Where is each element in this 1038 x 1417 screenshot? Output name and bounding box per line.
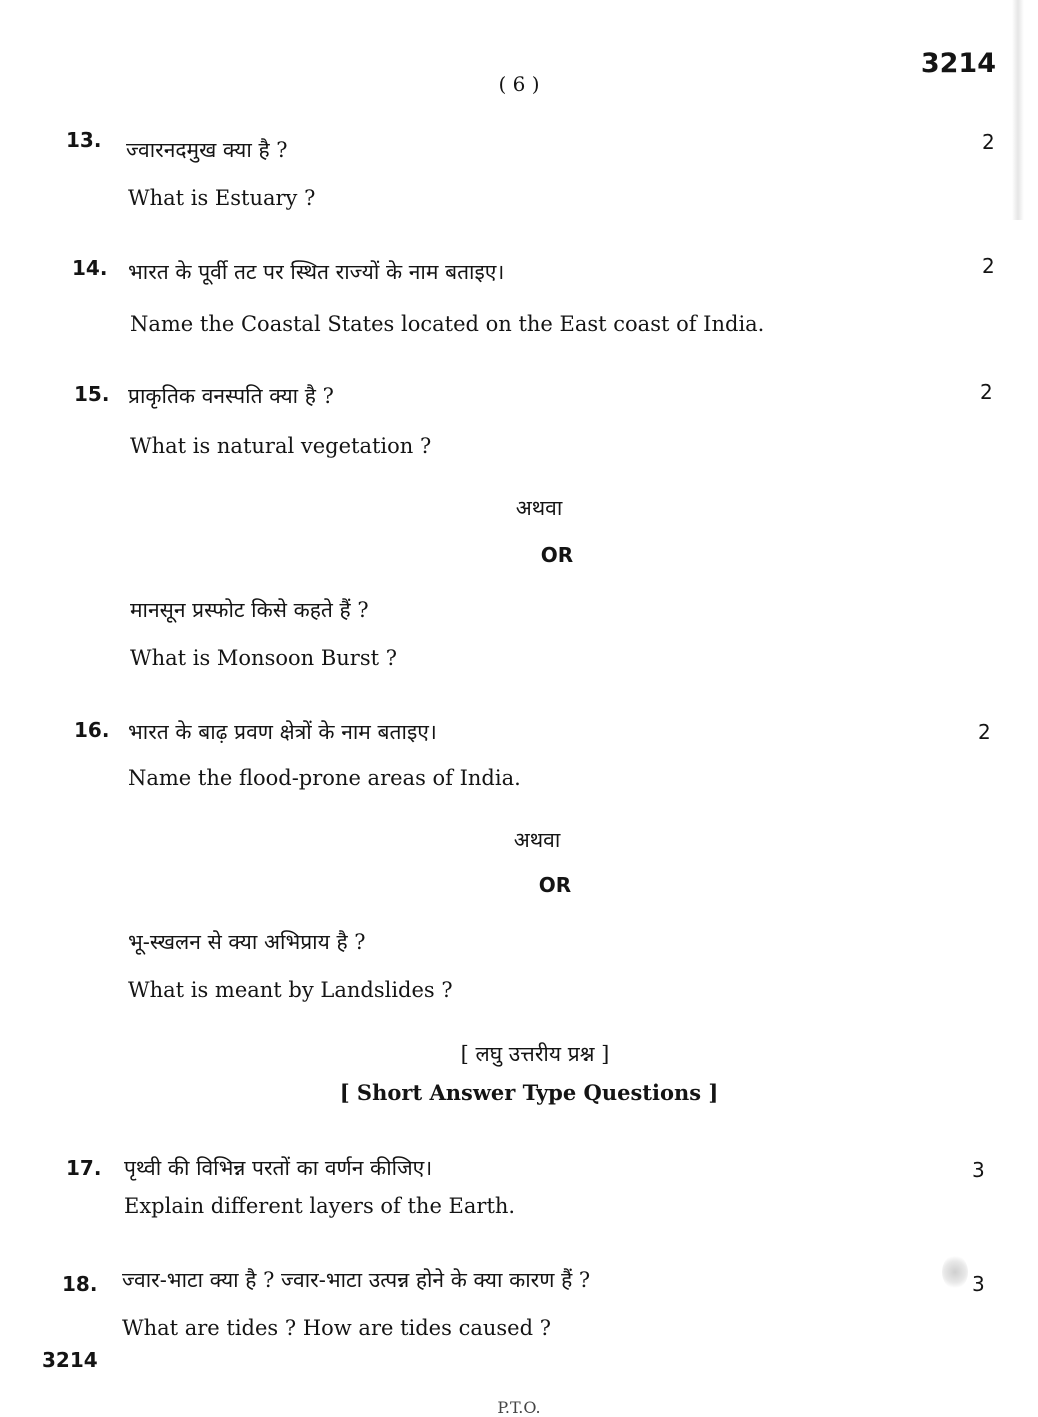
question-13-marks: 2 (982, 130, 995, 154)
question-14-marks: 2 (982, 254, 995, 278)
question-16-marks: 2 (978, 720, 991, 744)
question-16-or-english: OR (538, 873, 572, 897)
section-heading-english: [ Short Answer Type Questions ] (339, 1080, 719, 1105)
question-15-alt-hindi: मानसून प्रस्फोट किसे कहते हैं ? (130, 598, 369, 622)
question-13-english: What is Estuary ? (128, 186, 316, 210)
question-15-hindi: प्राकृतिक वनस्पति क्या है ? (128, 384, 334, 408)
question-14-number: 14. (72, 256, 108, 280)
question-13-hindi: ज्वारनदमुख क्या है ? (126, 138, 288, 162)
question-16-english: Name the flood-prone areas of India. (128, 766, 521, 790)
question-17-number: 17. (66, 1156, 102, 1180)
question-16-alt-english: What is meant by Landslides ? (128, 978, 453, 1002)
question-17-marks: 3 (972, 1158, 985, 1182)
page-number: ( 6 ) (498, 72, 540, 96)
question-14-hindi: भारत के पूर्वी तट पर स्थित राज्यों के नाम बताइए। (128, 260, 505, 284)
question-13-number: 13. (66, 128, 102, 152)
section-heading-hindi: [ लघु उत्तरीय प्रश्न ] (460, 1042, 610, 1066)
question-15-marks: 2 (980, 380, 993, 404)
question-15-number: 15. (74, 382, 110, 406)
question-16-number: 16. (74, 718, 110, 742)
paper-code-bottom: 3214 (42, 1348, 98, 1372)
question-15-or-english: OR (540, 543, 574, 567)
question-16-hindi: भारत के बाढ़ प्रवण क्षेत्रों के नाम बताइए। (128, 720, 437, 744)
question-18-number: 18. (62, 1272, 98, 1296)
question-15-or-hindi: अथवा (515, 496, 563, 520)
question-15-alt-english: What is Monsoon Burst ? (130, 646, 397, 670)
question-16-alt-hindi: भू-स्खलन से क्या अभिप्राय है ? (128, 930, 366, 954)
footer-text: P.T.O. (497, 1398, 541, 1417)
question-14-english: Name the Coastal States located on the East coast of India. (130, 312, 765, 336)
ink-smudge (942, 1255, 968, 1289)
question-18-marks: 3 (972, 1272, 985, 1296)
question-16-or-hindi: अथवा (513, 828, 561, 852)
question-17-english: Explain different layers of the Earth. (124, 1194, 516, 1218)
question-18-english: What are tides ? How are tides caused ? (122, 1316, 551, 1340)
paper-code-top: 3214 (920, 48, 996, 79)
question-18-hindi: ज्वार-भाटा क्या है ? ज्वार-भाटा उत्पन्न होने के क्या कारण हैं ? (122, 1268, 591, 1292)
scan-edge-shadow (1012, 0, 1024, 220)
question-15-english: What is natural vegetation ? (130, 434, 432, 458)
question-17-hindi: पृथ्वी की विभिन्न परतों का वर्णन कीजिए। (124, 1156, 433, 1180)
